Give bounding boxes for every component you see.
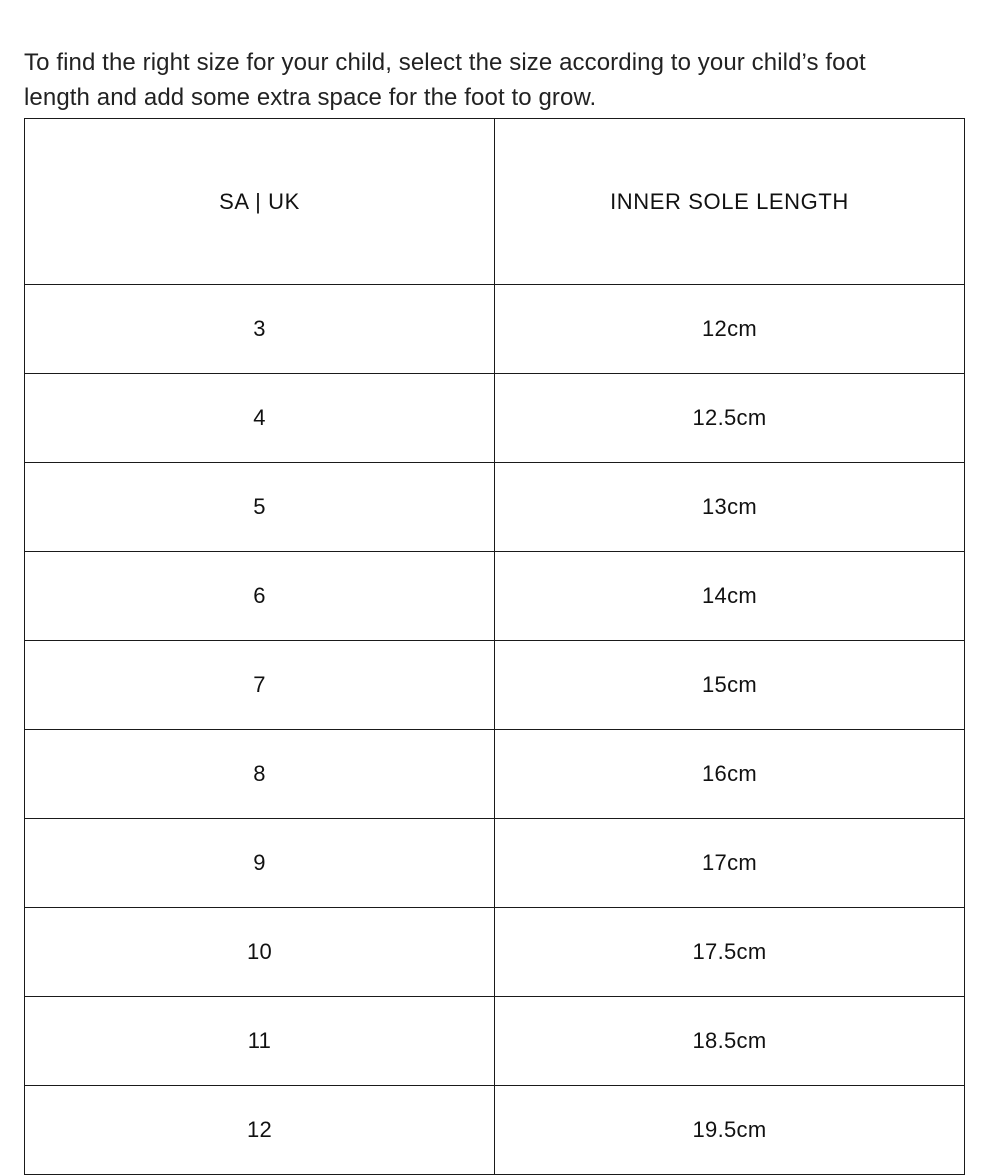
cell-size: 12 (25, 1086, 495, 1175)
cell-size: 11 (25, 997, 495, 1086)
cell-length: 16cm (495, 730, 965, 819)
cell-size: 9 (25, 819, 495, 908)
column-header-size: SA | UK (25, 119, 495, 285)
table-row (25, 819, 965, 908)
cell-length: 15cm (495, 641, 965, 730)
table-row (25, 285, 965, 374)
cell-length: 12.5cm (495, 374, 965, 463)
cell-size: 6 (25, 552, 495, 641)
table-row (25, 463, 965, 552)
cell-size: 10 (25, 908, 495, 997)
table-header (25, 119, 965, 285)
table-row (25, 552, 965, 641)
cell-size: 7 (25, 641, 495, 730)
size-chart-table (24, 118, 965, 1175)
cell-length: 19.5cm (495, 1086, 965, 1175)
cell-size: 8 (25, 730, 495, 819)
cell-size: 4 (25, 374, 495, 463)
table-row (25, 997, 965, 1086)
cell-size: 5 (25, 463, 495, 552)
intro-text: To find the right size for your child, select the size according to your child’s foot length and add some extra space for the foot to grow. (24, 49, 866, 111)
cell-length: 12cm (495, 285, 965, 374)
table-header-row (25, 119, 965, 285)
cell-length: 14cm (495, 552, 965, 641)
table-row (25, 1086, 965, 1175)
cell-length: 18.5cm (495, 997, 965, 1086)
cell-size: 3 (25, 285, 495, 374)
cell-length: 17.5cm (495, 908, 965, 997)
cell-length: 13cm (495, 463, 965, 552)
table-row (25, 641, 965, 730)
cell-length: 17cm (495, 819, 965, 908)
column-header-inner-sole-length: INNER SOLE LENGTH (495, 119, 965, 285)
table-row (25, 730, 965, 819)
table-body (25, 285, 965, 1175)
table-row (25, 908, 965, 997)
table-row (25, 374, 965, 463)
